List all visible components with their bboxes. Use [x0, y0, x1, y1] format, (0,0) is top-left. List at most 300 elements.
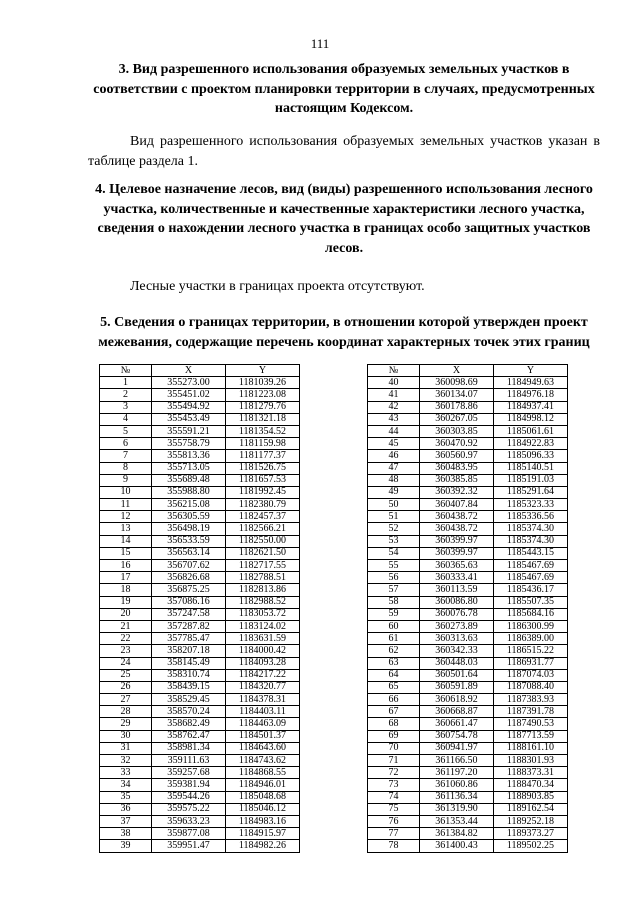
coordinate-y: 1184743.62 [226, 755, 300, 767]
point-number: 65 [368, 681, 420, 693]
coordinate-y: 1182380.79 [226, 499, 300, 511]
table-row [100, 633, 300, 645]
table-row [100, 523, 300, 535]
table-row [100, 681, 300, 693]
coordinate-x: 360754.78 [420, 730, 494, 742]
point-number: 14 [100, 535, 152, 547]
coordinate-x: 360076.78 [420, 608, 494, 620]
table-row [368, 572, 568, 584]
coordinate-x: 355689.48 [152, 474, 226, 486]
table-row [100, 438, 300, 450]
table-row [100, 828, 300, 840]
point-number: 3 [100, 401, 152, 413]
coordinate-y: 1188903.85 [494, 791, 568, 803]
point-number: 11 [100, 499, 152, 511]
coordinate-y: 1187088.40 [494, 681, 568, 693]
coordinates-table-right [367, 364, 568, 853]
coordinate-y: 1187074.03 [494, 669, 568, 681]
table-row [100, 499, 300, 511]
coordinate-x: 361353.44 [420, 815, 494, 827]
table-row [100, 803, 300, 815]
coordinate-x: 355813.36 [152, 450, 226, 462]
coordinate-y: 1186931.77 [494, 657, 568, 669]
table-row [100, 742, 300, 754]
point-number: 68 [368, 718, 420, 730]
coordinate-y: 1183053.72 [226, 608, 300, 620]
coordinate-y: 1184320.77 [226, 681, 300, 693]
point-number: 46 [368, 450, 420, 462]
coordinate-y: 1189162.54 [494, 803, 568, 815]
coordinate-x: 358981.34 [152, 742, 226, 754]
coordinate-y: 1182788.51 [226, 572, 300, 584]
point-number: 31 [100, 742, 152, 754]
table-row [368, 511, 568, 523]
table-row [368, 718, 568, 730]
coordinate-y: 1185323.33 [494, 499, 568, 511]
coordinate-x: 358529.45 [152, 694, 226, 706]
table-row [100, 401, 300, 413]
section-3-text-line-1: Вид разрешенного использования образуемых земельных участков указан в [130, 134, 600, 149]
coordinate-x: 360365.63 [420, 560, 494, 572]
table-row [100, 718, 300, 730]
coordinate-y: 1185436.17 [494, 584, 568, 596]
point-number: 75 [368, 803, 420, 815]
coordinate-x: 357247.58 [152, 608, 226, 620]
point-number: 66 [368, 694, 420, 706]
coordinate-x: 360086.80 [420, 596, 494, 608]
coordinate-x: 358682.49 [152, 718, 226, 730]
point-number: 19 [100, 596, 152, 608]
coordinate-x: 355494.92 [152, 401, 226, 413]
point-number: 43 [368, 413, 420, 425]
coordinate-x: 359877.08 [152, 828, 226, 840]
coordinates-table-left [99, 364, 300, 853]
table-row [100, 413, 300, 425]
coordinate-y: 1184937.41 [494, 401, 568, 413]
table-row [100, 730, 300, 742]
point-number: 63 [368, 657, 420, 669]
point-number: 38 [100, 828, 152, 840]
coordinate-x: 356305.59 [152, 511, 226, 523]
coordinate-x: 360438.72 [420, 523, 494, 535]
coordinate-y: 1188470.34 [494, 779, 568, 791]
table-row [368, 681, 568, 693]
coordinate-y: 1184949.63 [494, 377, 568, 389]
coordinate-x: 360941.97 [420, 742, 494, 754]
table-row [100, 535, 300, 547]
coordinate-x: 360483.95 [420, 462, 494, 474]
coordinate-y: 1187383.93 [494, 694, 568, 706]
coordinate-x: 358570.24 [152, 706, 226, 718]
coordinate-y: 1185467.69 [494, 560, 568, 572]
point-number: 21 [100, 620, 152, 632]
coordinate-x: 359633.23 [152, 815, 226, 827]
point-number: 74 [368, 791, 420, 803]
coordinate-y: 1184998.12 [494, 413, 568, 425]
point-number: 32 [100, 755, 152, 767]
coordinate-x: 356563.14 [152, 547, 226, 559]
table-row [368, 547, 568, 559]
coordinate-x: 360399.97 [420, 547, 494, 559]
column-header-y: Y [226, 365, 300, 377]
table-row [368, 742, 568, 754]
coordinate-x: 358207.18 [152, 645, 226, 657]
table-row [100, 669, 300, 681]
table-row [100, 840, 300, 852]
table-row [368, 401, 568, 413]
table-row [100, 547, 300, 559]
section-5-heading: 5. Сведения о границах территории, в отношении которой утвержден проект межевания, содержащие перечень координат характерных точек этих границ [98, 315, 590, 350]
coordinate-y: 1181526.75 [226, 462, 300, 474]
coordinate-y: 1184915.97 [226, 828, 300, 840]
table-row [368, 450, 568, 462]
table-row [368, 645, 568, 657]
point-number: 51 [368, 511, 420, 523]
coordinate-y: 1185191.03 [494, 474, 568, 486]
coordinate-y: 1185507.35 [494, 596, 568, 608]
coordinate-y: 1184922.83 [494, 438, 568, 450]
point-number: 6 [100, 438, 152, 450]
table-row [368, 657, 568, 669]
coordinate-x: 358762.47 [152, 730, 226, 742]
point-number: 47 [368, 462, 420, 474]
coordinate-x: 356826.68 [152, 572, 226, 584]
coordinate-y: 1185443.15 [494, 547, 568, 559]
table-row [368, 560, 568, 572]
coordinate-y: 1182621.50 [226, 547, 300, 559]
coordinate-y: 1189252.18 [494, 815, 568, 827]
table-row [100, 389, 300, 401]
coordinate-x: 358310.74 [152, 669, 226, 681]
coordinate-y: 1181354.52 [226, 425, 300, 437]
coordinate-y: 1185140.51 [494, 462, 568, 474]
coordinate-x: 360661.47 [420, 718, 494, 730]
coordinate-y: 1182457.37 [226, 511, 300, 523]
table-row [100, 657, 300, 669]
coordinate-y: 1184378.31 [226, 694, 300, 706]
table-row [100, 694, 300, 706]
table-row [100, 450, 300, 462]
coordinate-y: 1184868.55 [226, 767, 300, 779]
coordinate-y: 1181657.53 [226, 474, 300, 486]
coordinate-x: 360267.05 [420, 413, 494, 425]
coordinate-y: 1186300.99 [494, 620, 568, 632]
point-number: 1 [100, 377, 152, 389]
table-row [368, 608, 568, 620]
point-number: 69 [368, 730, 420, 742]
point-number: 23 [100, 645, 152, 657]
point-number: 56 [368, 572, 420, 584]
coordinate-y: 1185684.16 [494, 608, 568, 620]
point-number: 29 [100, 718, 152, 730]
table-header-row [368, 365, 568, 377]
point-number: 35 [100, 791, 152, 803]
table-row [100, 706, 300, 718]
table-row [100, 755, 300, 767]
table-row [100, 596, 300, 608]
coordinate-y: 1181279.76 [226, 401, 300, 413]
table-row [100, 511, 300, 523]
coordinate-y: 1181177.37 [226, 450, 300, 462]
table-row [368, 377, 568, 389]
coordinate-y: 1185291.64 [494, 486, 568, 498]
point-number: 60 [368, 620, 420, 632]
coordinate-x: 361166.50 [420, 755, 494, 767]
point-number: 30 [100, 730, 152, 742]
coordinate-x: 361319.90 [420, 803, 494, 815]
point-number: 20 [100, 608, 152, 620]
point-number: 18 [100, 584, 152, 596]
point-number: 62 [368, 645, 420, 657]
coordinate-y: 1184093.28 [226, 657, 300, 669]
point-number: 7 [100, 450, 152, 462]
coordinate-x: 359381.94 [152, 779, 226, 791]
table-row [368, 620, 568, 632]
coordinate-x: 355713.05 [152, 462, 226, 474]
point-number: 72 [368, 767, 420, 779]
table-row [368, 425, 568, 437]
table-row [368, 596, 568, 608]
point-number: 28 [100, 706, 152, 718]
coordinate-y: 1185336.56 [494, 511, 568, 523]
point-number: 41 [368, 389, 420, 401]
coordinate-x: 361060.86 [420, 779, 494, 791]
table-row [368, 499, 568, 511]
coordinate-y: 1188161.10 [494, 742, 568, 754]
coordinate-x: 360407.84 [420, 499, 494, 511]
coordinate-y: 1181223.08 [226, 389, 300, 401]
coordinate-y: 1184463.09 [226, 718, 300, 730]
point-number: 58 [368, 596, 420, 608]
point-number: 48 [368, 474, 420, 486]
coordinate-y: 1182566.21 [226, 523, 300, 535]
table-row [368, 669, 568, 681]
table-row [368, 767, 568, 779]
table-row [368, 755, 568, 767]
table-row [368, 389, 568, 401]
table-row [100, 572, 300, 584]
coordinate-x: 359544.26 [152, 791, 226, 803]
coordinate-x: 360668.87 [420, 706, 494, 718]
point-number: 59 [368, 608, 420, 620]
coordinate-x: 359257.68 [152, 767, 226, 779]
point-number: 55 [368, 560, 420, 572]
table-row [100, 377, 300, 389]
column-header-number: № [100, 365, 152, 377]
page-number: 111 [310, 36, 330, 51]
coordinate-y: 1182988.52 [226, 596, 300, 608]
coordinate-y: 1189502.25 [494, 840, 568, 852]
coordinate-y: 1185048.68 [226, 791, 300, 803]
section-3-text-line-2: таблице раздела 1. [88, 154, 198, 169]
coordinate-x: 360618.92 [420, 694, 494, 706]
coordinate-y: 1181321.18 [226, 413, 300, 425]
point-number: 57 [368, 584, 420, 596]
coordinate-y: 1187490.53 [494, 718, 568, 730]
coordinate-y: 1186515.22 [494, 645, 568, 657]
table-row [368, 803, 568, 815]
coordinate-x: 355591.21 [152, 425, 226, 437]
coordinate-y: 1185046.12 [226, 803, 300, 815]
coordinate-y: 1183124.02 [226, 620, 300, 632]
coordinate-y: 1187391.78 [494, 706, 568, 718]
coordinate-x: 360273.89 [420, 620, 494, 632]
point-number: 77 [368, 828, 420, 840]
coordinate-x: 360303.85 [420, 425, 494, 437]
coordinate-x: 360385.85 [420, 474, 494, 486]
point-number: 5 [100, 425, 152, 437]
coordinate-y: 1184643.60 [226, 742, 300, 754]
table-row [100, 645, 300, 657]
point-number: 37 [100, 815, 152, 827]
column-header-number: № [368, 365, 420, 377]
table-row [368, 535, 568, 547]
table-row [368, 486, 568, 498]
coordinate-x: 360501.64 [420, 669, 494, 681]
coordinate-x: 359575.22 [152, 803, 226, 815]
table-row [368, 584, 568, 596]
table-row [368, 840, 568, 852]
coordinate-x: 356533.59 [152, 535, 226, 547]
coordinate-y: 1182717.55 [226, 560, 300, 572]
table-row [368, 462, 568, 474]
table-row [100, 584, 300, 596]
coordinate-x: 356215.08 [152, 499, 226, 511]
table-row [368, 706, 568, 718]
coordinate-y: 1186389.00 [494, 633, 568, 645]
coordinate-x: 361384.82 [420, 828, 494, 840]
coordinate-y: 1181039.26 [226, 377, 300, 389]
coordinate-x: 358439.15 [152, 681, 226, 693]
table-row [100, 560, 300, 572]
point-number: 12 [100, 511, 152, 523]
table-row [100, 620, 300, 632]
coordinate-x: 360470.92 [420, 438, 494, 450]
point-number: 2 [100, 389, 152, 401]
point-number: 50 [368, 499, 420, 511]
point-number: 71 [368, 755, 420, 767]
coordinate-y: 1184000.42 [226, 645, 300, 657]
coordinate-x: 355758.79 [152, 438, 226, 450]
coordinate-x: 357287.82 [152, 620, 226, 632]
coordinate-y: 1184976.18 [494, 389, 568, 401]
point-number: 39 [100, 840, 152, 852]
point-number: 64 [368, 669, 420, 681]
coordinate-x: 358145.49 [152, 657, 226, 669]
section-3-heading: 3. Вид разрешенного использования образуемых земельных участков в соответствии с проектом планировки территории в случаях, предусмотренных настоящим Кодексом. [93, 62, 595, 116]
table-row [368, 523, 568, 535]
coordinate-x: 360178.86 [420, 401, 494, 413]
table-row [368, 438, 568, 450]
table-header-row [100, 365, 300, 377]
table-row [368, 730, 568, 742]
point-number: 34 [100, 779, 152, 791]
coordinate-y: 1183631.59 [226, 633, 300, 645]
coordinate-x: 360560.97 [420, 450, 494, 462]
point-number: 10 [100, 486, 152, 498]
point-number: 67 [368, 706, 420, 718]
coordinate-y: 1184946.01 [226, 779, 300, 791]
point-number: 42 [368, 401, 420, 413]
coordinate-y: 1189373.27 [494, 828, 568, 840]
point-number: 70 [368, 742, 420, 754]
section-4-heading: 4. Целевое назначение лесов, вид (виды) разрешенного использования лесного участка, количественные и качественные характеристики лесного участка, сведения о нахождении лесного участка в границах особо защитных участков лесов. [95, 182, 593, 256]
table-row [368, 474, 568, 486]
coordinate-x: 357086.16 [152, 596, 226, 608]
coordinate-x: 356498.19 [152, 523, 226, 535]
section-4-text: Лесные участки в границах проекта отсутствуют. [130, 279, 425, 294]
point-number: 27 [100, 694, 152, 706]
coordinate-y: 1185061.61 [494, 425, 568, 437]
coordinate-x: 360098.69 [420, 377, 494, 389]
coordinate-x: 355988.80 [152, 486, 226, 498]
point-number: 17 [100, 572, 152, 584]
table-row [368, 779, 568, 791]
coordinate-x: 355453.49 [152, 413, 226, 425]
coordinate-x: 355273.00 [152, 377, 226, 389]
point-number: 22 [100, 633, 152, 645]
point-number: 44 [368, 425, 420, 437]
table-row [368, 815, 568, 827]
coordinate-x: 360591.89 [420, 681, 494, 693]
coordinate-x: 359951.47 [152, 840, 226, 852]
point-number: 61 [368, 633, 420, 645]
column-header-x: X [420, 365, 494, 377]
point-number: 25 [100, 669, 152, 681]
coordinate-y: 1184217.22 [226, 669, 300, 681]
coordinate-y: 1182550.00 [226, 535, 300, 547]
table-row [100, 779, 300, 791]
table-row [368, 413, 568, 425]
coordinate-y: 1185096.33 [494, 450, 568, 462]
coordinate-y: 1185467.69 [494, 572, 568, 584]
point-number: 76 [368, 815, 420, 827]
coordinate-x: 360313.63 [420, 633, 494, 645]
point-number: 33 [100, 767, 152, 779]
point-number: 36 [100, 803, 152, 815]
coordinate-x: 361400.43 [420, 840, 494, 852]
point-number: 78 [368, 840, 420, 852]
coordinate-x: 360392.32 [420, 486, 494, 498]
table-row [100, 815, 300, 827]
coordinate-x: 360113.59 [420, 584, 494, 596]
coordinate-y: 1184983.16 [226, 815, 300, 827]
coordinate-y: 1185374.30 [494, 523, 568, 535]
coordinate-x: 360399.97 [420, 535, 494, 547]
point-number: 45 [368, 438, 420, 450]
table-row [368, 694, 568, 706]
coordinate-y: 1181159.98 [226, 438, 300, 450]
point-number: 73 [368, 779, 420, 791]
point-number: 53 [368, 535, 420, 547]
point-number: 9 [100, 474, 152, 486]
coordinate-x: 360333.41 [420, 572, 494, 584]
coordinate-x: 361136.34 [420, 791, 494, 803]
table-row [100, 425, 300, 437]
coordinate-y: 1185374.30 [494, 535, 568, 547]
point-number: 16 [100, 560, 152, 572]
table-row [100, 791, 300, 803]
table-row [368, 828, 568, 840]
coordinate-y: 1188373.31 [494, 767, 568, 779]
point-number: 4 [100, 413, 152, 425]
coordinate-y: 1188301.93 [494, 755, 568, 767]
coordinate-x: 360342.33 [420, 645, 494, 657]
point-number: 24 [100, 657, 152, 669]
point-number: 15 [100, 547, 152, 559]
table-row [100, 767, 300, 779]
point-number: 54 [368, 547, 420, 559]
